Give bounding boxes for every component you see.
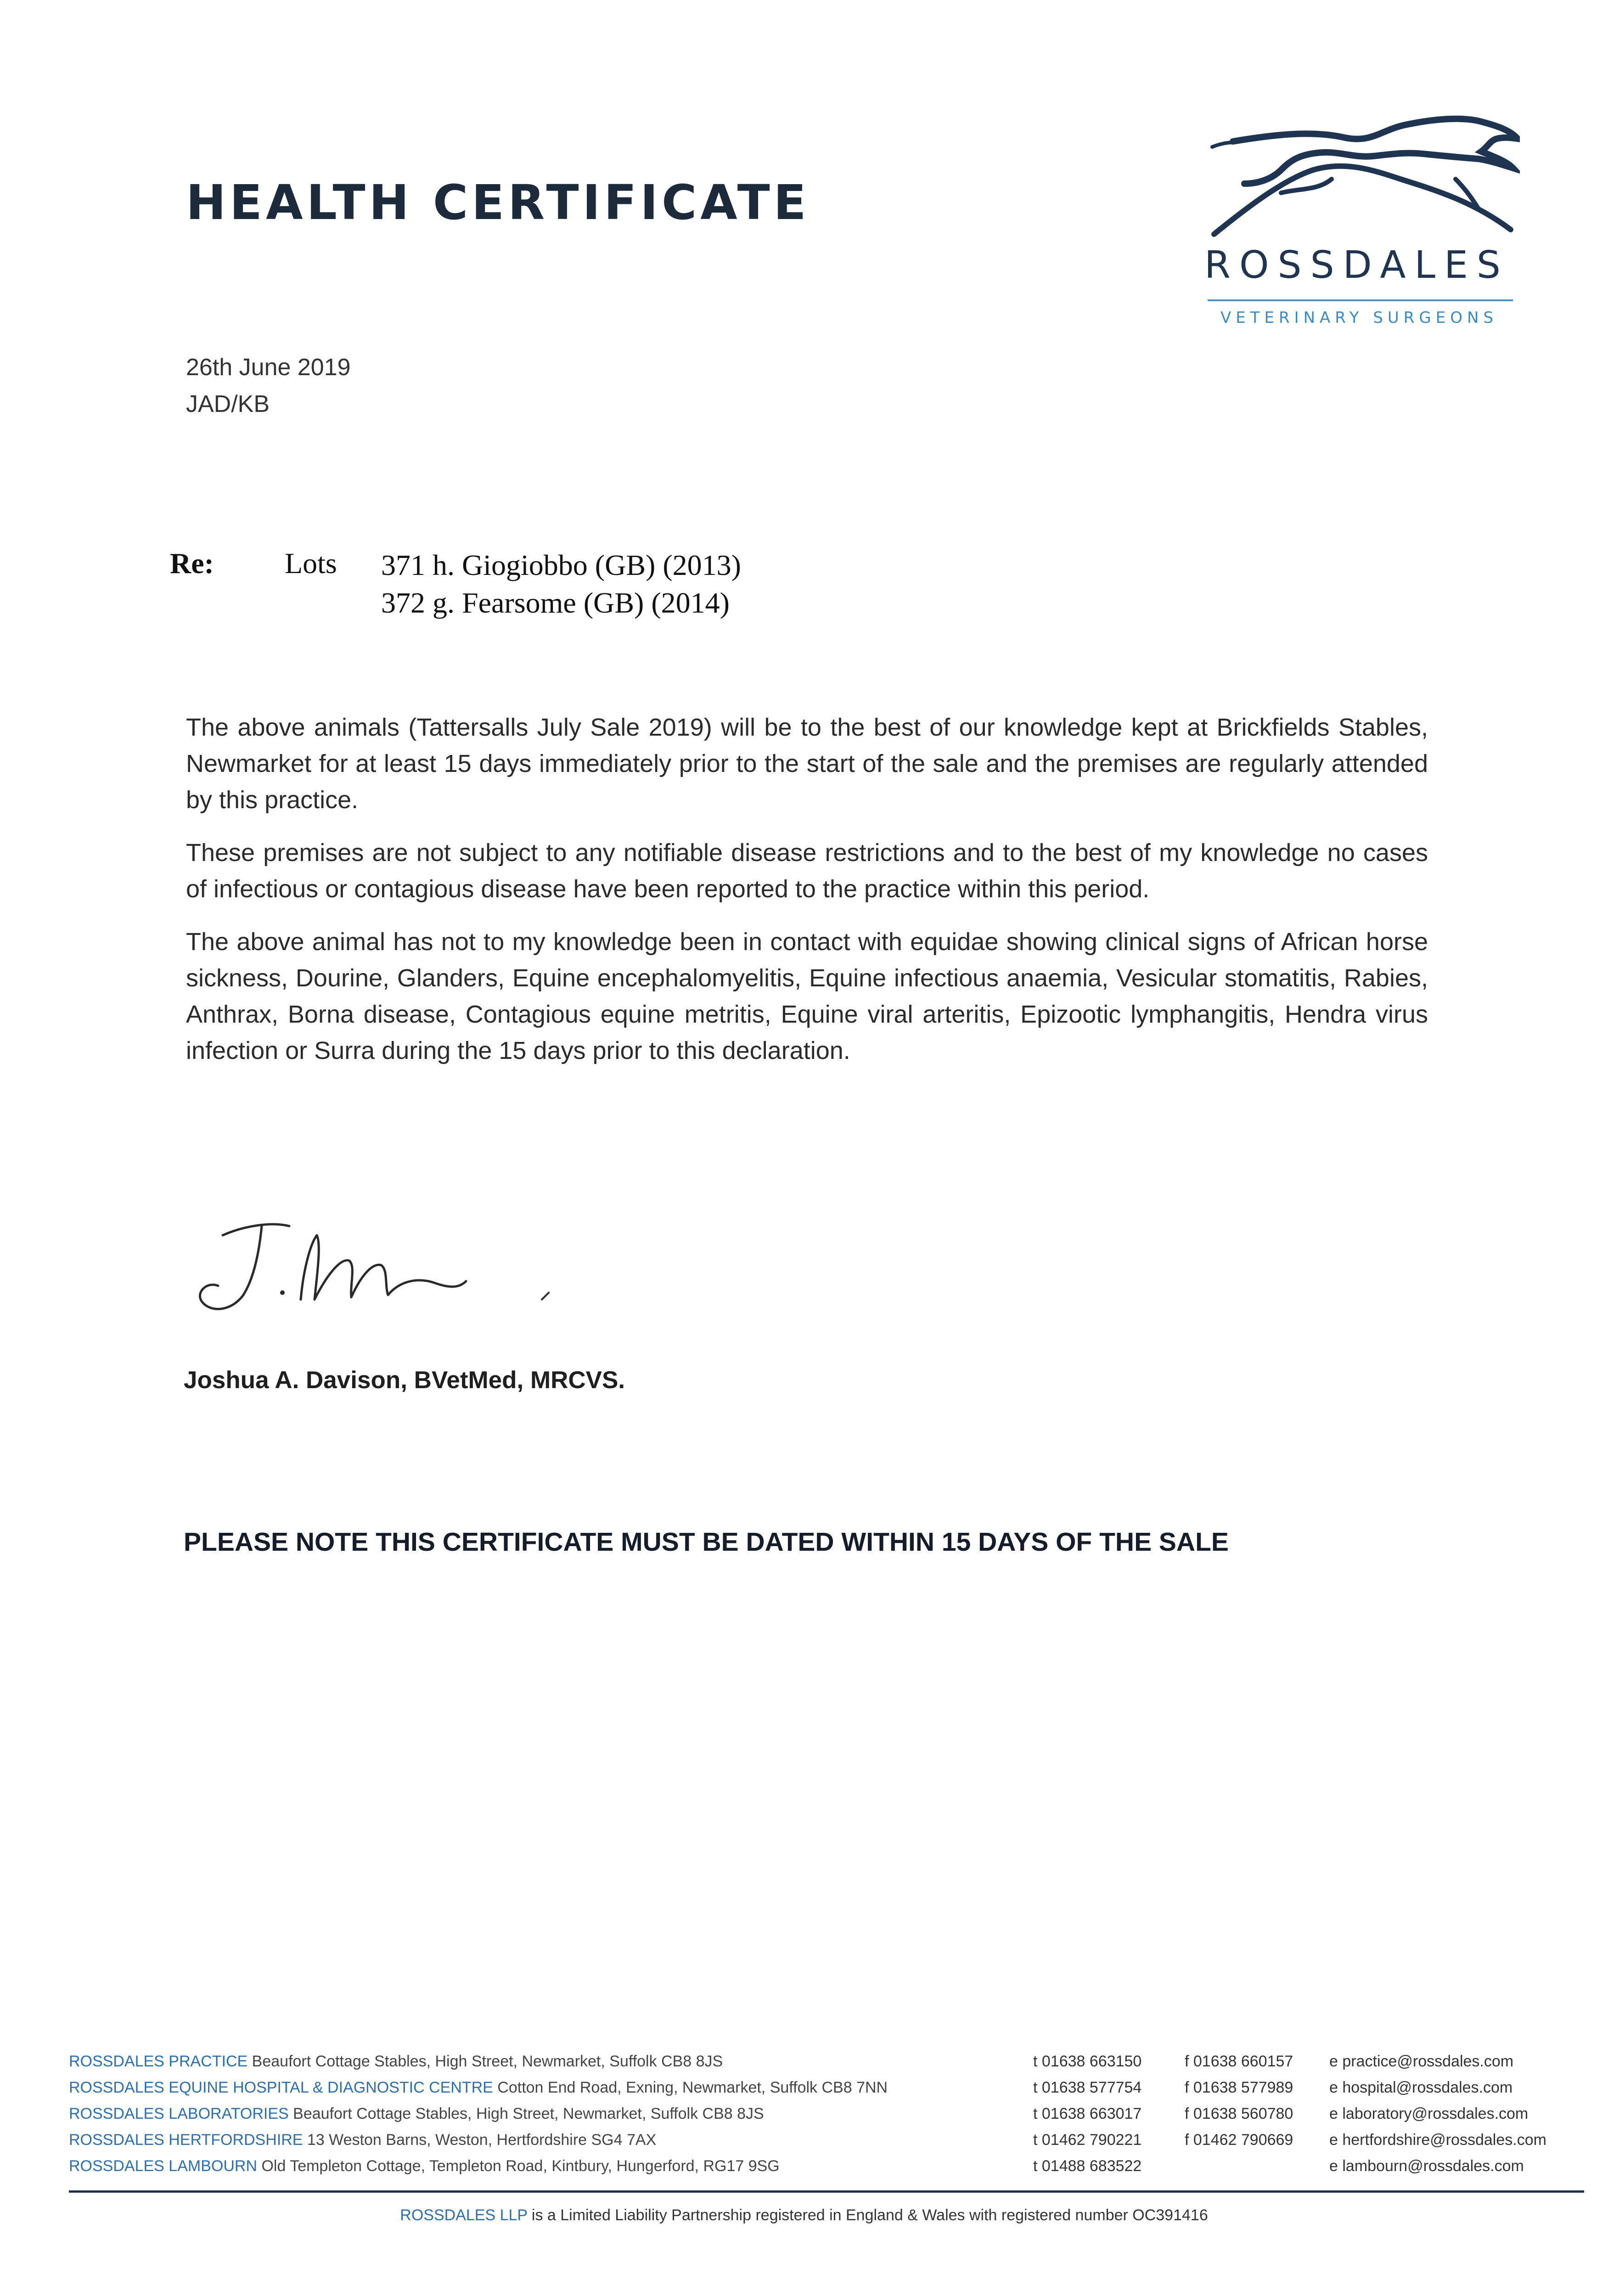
- lot-item: 372 g. Fearsome (GB) (2014): [381, 586, 730, 619]
- footer-offices: [69, 2053, 1584, 2190]
- office-address: Cotton End Road, Exning, Newmarket, Suffolk CB8 7NN: [497, 2079, 888, 2096]
- office-tel: t 01638 663017: [1033, 2105, 1142, 2122]
- handwritten-signature: [179, 1208, 615, 1345]
- office-fax: f 01638 560780: [1185, 2105, 1293, 2122]
- body-paragraph: These premises are not subject to any notifiable disease restrictions and to the best of my knowledge no cases of infectious or contagious disease have been reported to the practice within this period.: [186, 839, 1428, 903]
- office-tel: t 01488 683522: [1033, 2157, 1142, 2175]
- office-fax: f 01462 790669: [1185, 2131, 1293, 2149]
- office-email: e practice@rossdales.com: [1329, 2053, 1514, 2070]
- office-email: e hertfordshire@rossdales.com: [1329, 2131, 1546, 2149]
- office-email: e hospital@rossdales.com: [1329, 2079, 1513, 2096]
- office-row: [69, 2131, 1584, 2157]
- signatory-name: Joshua A. Davison, BVetMed, MRCVS.: [184, 1367, 625, 1394]
- office-row: [69, 2157, 1584, 2183]
- date-notice: PLEASE NOTE THIS CERTIFICATE MUST BE DATED WITHIN 15 DAYS OF THE SALE: [184, 1527, 1229, 1557]
- office-email: e laboratory@rossdales.com: [1329, 2105, 1529, 2122]
- re-block: [170, 546, 996, 625]
- letter-date: 26th June 2019: [186, 354, 351, 381]
- re-label: Re:: [170, 547, 214, 580]
- body-paragraph: The above animal has not to my knowledge been in contact with equidae showing clinical signs of African horse sickness, Dourine, Glanders, Equine encephalomyelitis, Equine infectious anaemia, Vesicular stomatitis, Rabies, Anthrax, Borna disease, Contagious equine metritis, Equine viral arteritis, Epizootic lymphangitis, Hendra virus infection or Surra during the 15 days prior to this declaration.: [186, 928, 1428, 1064]
- rossdales-logo: [1198, 110, 1529, 340]
- office-row: [69, 2079, 1584, 2105]
- office-tel: t 01638 663150: [1033, 2053, 1142, 2070]
- office-name: ROSSDALES HERTFORDSHIRE: [69, 2131, 303, 2149]
- lot-item: 371 h. Giogiobbo (GB) (2013): [381, 549, 741, 581]
- office-name: ROSSDALES LAMBOURN: [69, 2157, 257, 2175]
- llp-registration: [0, 2206, 1608, 2224]
- logo-subtitle: VETERINARY SURGEONS: [1220, 309, 1498, 327]
- office-address: 13 Weston Barns, Weston, Hertfordshire SG4 7AX: [307, 2131, 657, 2149]
- office-tel: t 01462 790221: [1033, 2131, 1142, 2149]
- llp-text: is a Limited Liability Partnership registered in England & Wales with registered number OC391416: [531, 2206, 1208, 2224]
- page-title: HEALTH CERTIFICATE: [186, 174, 810, 231]
- office-fax: f 01638 660157: [1185, 2053, 1293, 2070]
- office-address: Beaufort Cottage Stables, High Street, Newmarket, Suffolk CB8 8JS: [252, 2053, 723, 2070]
- lots-list: [381, 546, 741, 622]
- logo-divider: [1208, 299, 1513, 301]
- lots-label: Lots: [285, 547, 337, 580]
- office-email: e lambourn@rossdales.com: [1329, 2157, 1524, 2175]
- letter-reference: JAD/KB: [186, 391, 270, 417]
- office-name: ROSSDALES PRACTICE: [69, 2053, 248, 2070]
- office-address: Beaufort Cottage Stables, High Street, Newmarket, Suffolk CB8 8JS: [293, 2105, 764, 2122]
- horse-logo-icon: [1208, 110, 1520, 243]
- office-name: ROSSDALES EQUINE HOSPITAL & DIAGNOSTIC CENTRE: [69, 2079, 493, 2096]
- office-name: ROSSDALES LABORATORIES: [69, 2105, 289, 2122]
- office-row: [69, 2053, 1584, 2079]
- letter-meta: [186, 349, 351, 422]
- footer-divider: [69, 2190, 1584, 2193]
- certificate-body: [186, 709, 1428, 1086]
- office-row: [69, 2105, 1584, 2131]
- body-paragraph: The above animals (Tattersalls July Sale 2019) will be to the best of our knowledge kept at Brickfields Stables, Newmarket for at least 15 days immediately prior to the start of the sale and the premises are regularly attended by this practice.: [186, 714, 1428, 814]
- llp-name: ROSSDALES LLP: [400, 2206, 528, 2224]
- office-fax: f 01638 577989: [1185, 2079, 1293, 2096]
- office-tel: t 01638 577754: [1033, 2079, 1142, 2096]
- office-address: Old Templeton Cottage, Templeton Road, Kintbury, Hungerford, RG17 9SG: [261, 2157, 780, 2175]
- logo-wordmark: ROSSDALES: [1204, 243, 1509, 287]
